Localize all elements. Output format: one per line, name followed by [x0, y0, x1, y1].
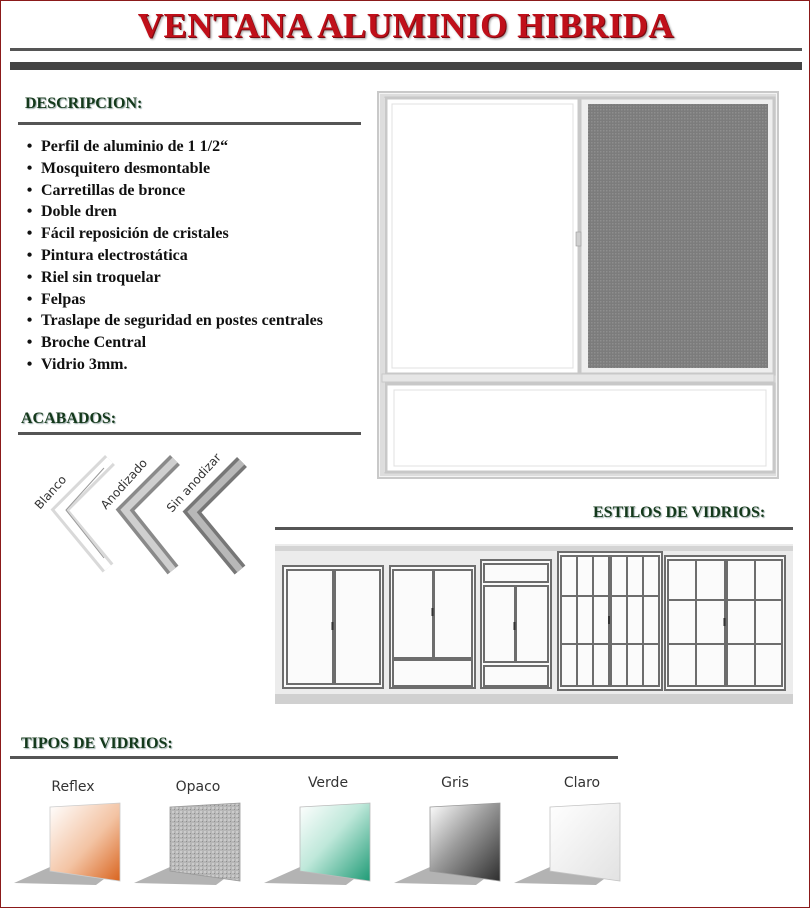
list-item: • Felpas — [18, 289, 323, 311]
estilo-3-window — [481, 560, 551, 688]
estilo-1-window — [283, 566, 383, 688]
vidrio-gris-sample — [394, 803, 500, 885]
estilos-underline — [275, 527, 793, 530]
tipos-underline — [10, 756, 618, 759]
vidrio-claro-sample — [514, 803, 620, 885]
acabado-label: Blanco — [31, 472, 70, 513]
estilos-illustration — [275, 544, 795, 706]
list-item: • Pintura electrostática — [18, 245, 323, 267]
estilo-5-window — [665, 556, 785, 690]
list-item: • Broche Central — [18, 332, 323, 354]
vidrio-label-gris: Gris — [441, 775, 469, 791]
acabados-underline — [18, 432, 361, 435]
estilo-2-window — [390, 566, 475, 688]
page-title: VENTANA ALUMINIO HIBRIDA — [137, 6, 675, 45]
list-item: • Vidrio 3mm. — [18, 354, 323, 376]
acabado-label: Sin anodizar — [163, 450, 224, 516]
title-rule-thick — [10, 62, 802, 70]
descripcion-heading: DESCRIPCION: — [25, 95, 143, 112]
vidrio-opaco-sample — [134, 803, 240, 885]
tipos-samples — [0, 795, 640, 895]
vidrio-label-verde: Verde — [307, 775, 349, 791]
vidrio-verde-sample — [264, 803, 370, 885]
list-item: • Riel sin troquelar — [18, 267, 323, 289]
vidrio-label-reflex: Reflex — [51, 779, 95, 795]
tipos-heading: TIPOS DE VIDRIOS: — [21, 735, 173, 752]
acabado-label: Anodizado — [97, 456, 151, 513]
descripcion-list — [18, 136, 323, 376]
list-item: • Traslape de seguridad en postes centrales — [18, 310, 323, 332]
title-rule-thin — [10, 48, 802, 51]
vidrio-label-claro: Claro — [563, 775, 601, 791]
acabado-blanco-sample — [60, 460, 110, 568]
estilos-heading: ESTILOS DE VIDRIOS: — [593, 504, 766, 521]
vidrio-label-opaco: Opaco — [175, 779, 221, 795]
list-item: • Perfil de aluminio de 1 1/2“ — [18, 136, 323, 158]
list-item: • Fácil reposición de cristales — [18, 223, 323, 245]
list-item: • Mosquitero desmontable — [18, 158, 323, 180]
acabados-heading: ACABADOS: — [21, 410, 117, 427]
estilo-4-window — [558, 552, 662, 690]
acabados-samples — [20, 440, 270, 585]
list-item: • Carretillas de bronce — [18, 180, 323, 202]
descripcion-underline — [18, 122, 361, 125]
vidrio-reflex-sample — [14, 803, 120, 885]
window-illustration — [372, 88, 784, 482]
list-item: • Doble dren — [18, 201, 323, 223]
